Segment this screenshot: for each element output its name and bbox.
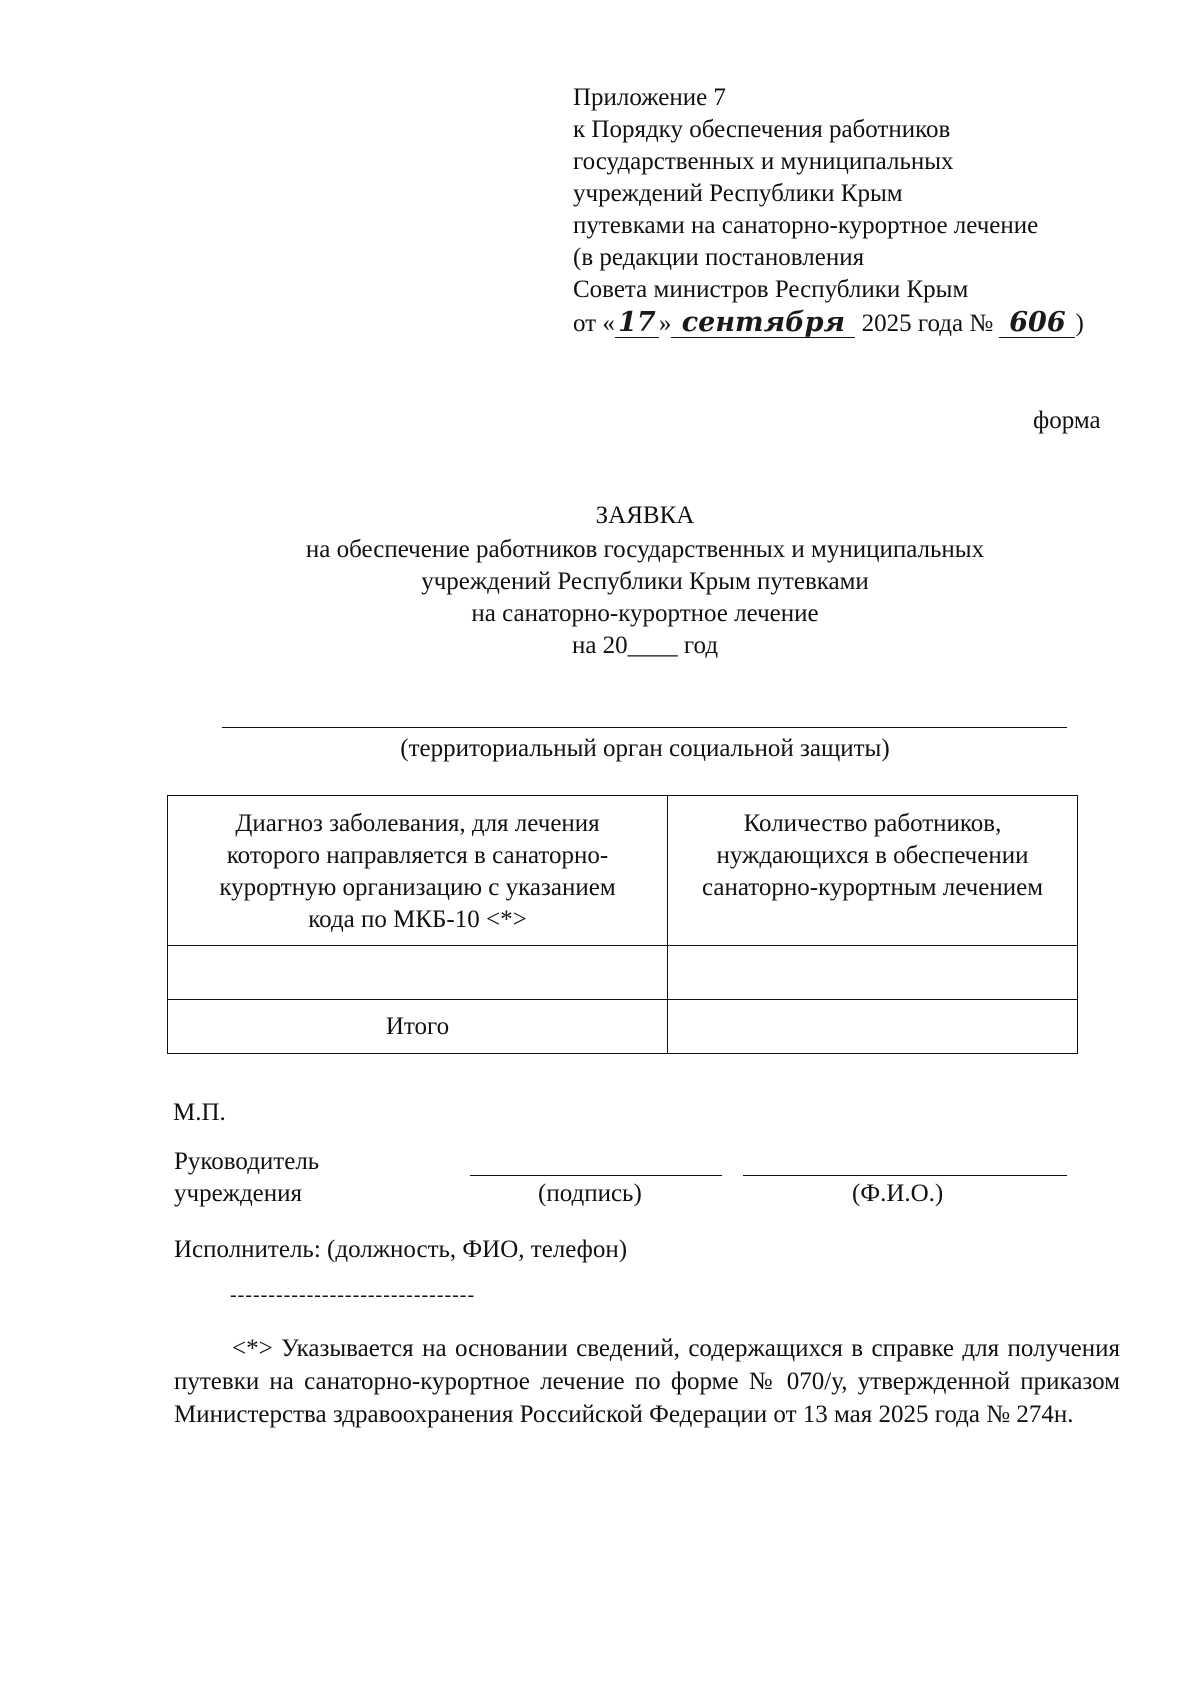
title-year-line: на 20____ год [571, 632, 719, 659]
claim-table [167, 795, 1078, 1054]
appendix-line: государственных и муниципальных [573, 148, 954, 175]
signature-caption: (подпись) [538, 1180, 642, 1207]
appendix-line: путевками на санаторно-курортное лечение [573, 212, 1039, 239]
appendix-line: (в редакции постановления [573, 244, 865, 271]
appendix-line: учреждений Республики Крым [573, 180, 903, 207]
date-prefix: от « [573, 310, 615, 337]
table-header-row [168, 796, 1078, 946]
date-close: » [658, 310, 672, 337]
appendix-line: Совета министров Республики Крым [573, 276, 969, 303]
total-label: Итого [168, 1000, 668, 1054]
full-name-caption: (Ф.И.О.) [852, 1180, 944, 1207]
employee-count-column-header: Количество работников, нуждающихся в обеспечении санаторно-курортным лечением [668, 796, 1078, 946]
appendix-line: к Порядку обеспечения работников [573, 116, 951, 143]
appendix-line: Приложение 7 [573, 84, 726, 111]
date-month-handwritten: сентября [671, 309, 855, 338]
footnote: <*> Указывается на основании сведений, содержащихся в справке для получения путевки на санаторно-курортное лечение по форме № 070/у, утвержденной приказом Министерства здравоохранения Российской Федерации от 13 мая 2025 года № 274н. [174, 1335, 1120, 1428]
form-label: форма [1033, 407, 1101, 434]
total-value-cell [668, 1000, 1078, 1054]
title-line: учреждений Республики Крым путевками [421, 568, 869, 595]
stamp-label: М.П. [173, 1099, 226, 1126]
diagnosis-column-header: Диагноз заболевания, для лечения которого направляется в санаторно- курортную организацию с указанием кода по МКБ-10 <*> [168, 796, 668, 946]
title-line: на санаторно-курортное лечение [471, 600, 819, 627]
head-title-line2: учреждения [174, 1180, 303, 1207]
table-total-row [168, 1000, 1078, 1054]
document-title: ЗАЯВКА [595, 502, 695, 529]
date-day-handwritten: 17 [615, 309, 659, 338]
territorial-body-field [222, 727, 1067, 728]
title-line: на обеспечение работников государственных и муниципальных [305, 536, 985, 563]
full-name-field [743, 1175, 1067, 1176]
signature-field [470, 1175, 722, 1176]
head-title-line1: Руководитель [174, 1148, 320, 1175]
date-suffix: ) [1075, 310, 1084, 337]
table-row [168, 946, 1078, 1000]
appendix-date-line [573, 308, 1084, 340]
diagnosis-cell [168, 946, 668, 1000]
executor-label: Исполнитель: (должность, ФИО, телефон) [174, 1236, 628, 1263]
employee-count-cell [668, 946, 1078, 1000]
doc-number-handwritten: 606 [999, 309, 1075, 338]
territorial-body-caption: (территориальный орган социальной защиты) [400, 735, 890, 762]
date-year-text: 2025 года № [861, 310, 994, 337]
footnote-separator: -------------------------------- [230, 1284, 476, 1306]
